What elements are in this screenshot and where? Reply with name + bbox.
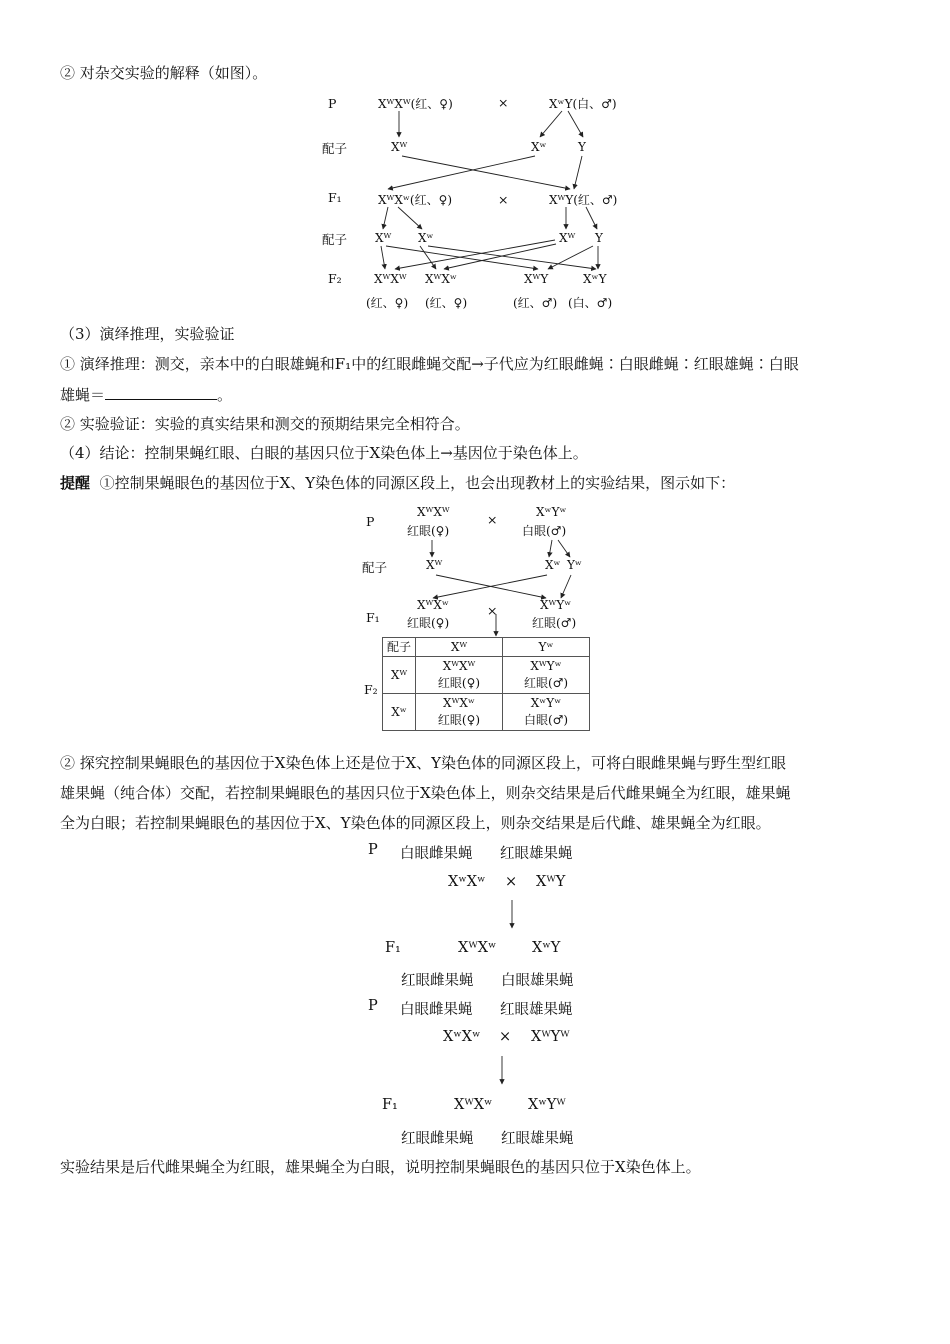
d1-f2-offspring-4: XʷY — [583, 272, 607, 286]
intro-text: ② 对杂交实验的解释（如图）。 — [60, 64, 268, 82]
d2-gamete-label: 配子 — [362, 560, 388, 575]
cross1-p-male: XᵂY — [536, 874, 566, 890]
cross1-f1-female-pheno: 红眼雌果蝇 — [401, 973, 474, 989]
d1-arrow — [383, 207, 388, 229]
punnett-cell — [416, 694, 503, 731]
d1-f2-gamete-1: Xᵂ — [375, 231, 392, 245]
d2-arrow — [558, 540, 570, 557]
cross2-p-male: XᵂYᵂ — [531, 1029, 570, 1045]
cross2-f1-male: XʷYᵂ — [528, 1097, 566, 1113]
cross1-p-male-pheno: 红眼雄果蝇 — [500, 846, 573, 862]
deduce-prefix: 雄蝇＝ — [60, 386, 106, 404]
cross2-p-female: XʷXʷ — [443, 1029, 481, 1045]
punnett-col-2: Yʷ — [503, 638, 590, 657]
cross1-f1-male-pheno: 白眼雄果蝇 — [501, 973, 574, 989]
d2-f2-label: F₂ — [364, 682, 378, 697]
cross1-cross: × — [505, 874, 518, 890]
d1-gamete-label-1: 配子 — [322, 141, 348, 156]
d2-gamete-xw: Xʷ — [545, 558, 561, 572]
para2-line-3: 全为白眼；若控制果蝇眼色的基因位于X、Y染色体的同源区段上，则杂交结果是后代雌、雄果蝇全为红眼。 — [60, 814, 771, 832]
d1-f1-male: XᵂY(红、♂) — [549, 193, 618, 207]
punnett-col-1: Xᵂ — [416, 638, 503, 657]
d1-f2-offspring-3: XᵂY — [524, 272, 549, 286]
cross1-p-female-pheno: 白眼雌果蝇 — [400, 846, 473, 862]
section3-title: （3）演绎推理，实验验证 — [60, 325, 235, 343]
d1-gamete-y: Y — [578, 140, 586, 154]
punnett-cell — [503, 657, 590, 694]
d1-arrow — [568, 111, 583, 137]
cross1-p-female: XʷXʷ — [448, 874, 486, 890]
d1-arrow — [420, 246, 436, 269]
d2-gamete-xW: Xᵂ — [426, 558, 443, 572]
d2-arrow — [549, 540, 552, 557]
d2-p-male-pheno: 白眼(♂) — [522, 524, 567, 538]
cross2-f1-male-pheno: 红眼雄果蝇 — [501, 1131, 574, 1147]
d1-cross-2: × — [498, 192, 509, 207]
d1-arrow — [398, 207, 422, 229]
d1-cross: × — [498, 95, 509, 110]
d1-f2-pheno-4: (白、♂) — [568, 296, 613, 310]
cross1-f1-female: XᵂXʷ — [458, 940, 497, 956]
d1-p-male: XʷY(白、♂) — [549, 97, 617, 111]
d2-f1-male-pheno: 红眼(♂) — [532, 616, 577, 630]
para2-line-2: 雄果蝇（纯合体）交配，若控制果蝇眼色的基因只位于X染色体上，则杂交结果是后代雌果蝇全为红眼，雄果蝇 — [60, 784, 791, 802]
tip-text: ①控制果蝇眼色的基因位于X、Y染色体的同源区段上，也会出现教材上的实验结果，图示如下： — [99, 474, 736, 492]
para2-line-1: ② 探究控制果蝇眼色的基因位于X染色体上还是位于X、Y染色体的同源区段上，可将白眼雌果蝇与野生型红眼 — [60, 754, 787, 772]
d2-cross-2: × — [487, 603, 498, 618]
cross1-f1-male: XʷY — [532, 940, 561, 956]
d2-f1-male: XᵂYʷ — [540, 598, 572, 612]
d2-f1-female: XᵂXʷ — [417, 598, 449, 612]
punnett-corner: 配子 — [383, 638, 416, 657]
d1-arrow — [574, 156, 582, 189]
punnett-cell — [503, 694, 590, 731]
cross2-p-male-pheno: 红眼雄果蝇 — [500, 1002, 573, 1018]
d2-arrow — [561, 575, 571, 598]
cross1-f1-label: F₁ — [385, 940, 401, 956]
punnett-cell — [416, 657, 503, 694]
d1-f2-offspring-2: XᵂXʷ — [425, 272, 457, 286]
d1-arrow — [388, 156, 535, 189]
cell-phenotype: 红眼(♀) — [437, 713, 481, 727]
cross2-cross: × — [499, 1029, 512, 1045]
d2-p-male: XʷYʷ — [536, 505, 567, 519]
d1-f2-offspring-1: XᵂXᵂ — [374, 272, 407, 286]
d1-f2-gamete-2: Xʷ — [418, 231, 434, 245]
punnett-row-2: Xʷ — [383, 694, 416, 731]
tip-label: 提醒 — [60, 474, 91, 492]
d1-arrow — [395, 240, 555, 269]
cell-phenotype: 红眼(♀) — [437, 676, 481, 690]
d1-arrow — [540, 111, 562, 137]
d1-p-label: P — [328, 96, 337, 111]
d1-arrow — [586, 207, 597, 229]
d2-gamete-yw: Yʷ — [567, 558, 582, 572]
verify-text: ② 实验验证：实验的真实结果和测交的预期结果完全相符合。 — [60, 415, 470, 433]
d1-gamete-xW: Xᵂ — [391, 140, 408, 154]
cross2-p-label: P — [368, 998, 378, 1014]
cell-phenotype: 红眼(♂) — [523, 676, 569, 690]
deduce-line-2 — [60, 384, 232, 405]
d1-arrow — [381, 246, 385, 269]
cross2-p-female-pheno: 白眼雌果蝇 — [400, 1002, 473, 1018]
d2-f1-female-pheno: 红眼(♀) — [407, 616, 450, 630]
d1-p-female: XᵂXᵂ(红、♀) — [378, 97, 453, 111]
d2-f1-label: F₁ — [366, 610, 380, 625]
tip-line — [60, 472, 735, 493]
deduce-line-1: ① 演绎推理：测交，亲本中的白眼雄蝇和F₁中的红眼雌蝇交配→子代应为红眼雌蝇∶白眼雌蝇∶红眼雄蝇∶白眼 — [60, 355, 799, 373]
cross1-p-label: P — [368, 842, 378, 858]
d1-f2-gamete-4: Y — [595, 231, 603, 245]
d2-p-female-pheno: 红眼(♀) — [407, 524, 450, 538]
d1-f2-pheno-1: (红、♀) — [366, 296, 409, 310]
deduce-suffix: 。 — [217, 386, 233, 404]
cell-genotype: XᵂXʷ — [443, 696, 475, 710]
final-text: 实验结果是后代雌果蝇全为红眼，雄果蝇全为白眼，说明控制果蝇眼色的基因只位于X染色体上。 — [60, 1158, 701, 1176]
punnett-row-1: Xᵂ — [383, 657, 416, 694]
d1-f2-label: F₂ — [328, 271, 342, 286]
d2-p-label: P — [366, 514, 375, 529]
d1-f2-gamete-3: Xᵂ — [559, 231, 576, 245]
d1-f1-female: XᵂXʷ(红、♀) — [378, 193, 453, 207]
d2-cross: × — [487, 512, 498, 527]
cell-genotype: XᵂYʷ — [530, 659, 562, 673]
d1-arrow — [402, 156, 570, 189]
d1-gamete-label-2: 配子 — [322, 232, 348, 247]
d1-arrow — [444, 244, 556, 269]
d2-p-female: XᵂXᵂ — [417, 505, 450, 519]
cell-phenotype: 白眼(♂) — [523, 713, 569, 727]
d1-f1-label: F₁ — [328, 190, 342, 205]
conclusion-text: （4）结论：控制果蝇红眼、白眼的基因只位于X染色体上→基因位于染色体上。 — [60, 444, 588, 462]
cross2-f1-female: XᵂXʷ — [454, 1097, 493, 1113]
answer-blank[interactable] — [105, 385, 217, 400]
cell-genotype: XᵂXᵂ — [442, 659, 476, 673]
d1-gamete-xw: Xʷ — [531, 140, 547, 154]
d1-f2-pheno-3: (红、♂) — [513, 296, 558, 310]
d1-f2-pheno-2: (红、♀) — [425, 296, 468, 310]
punnett-square — [382, 637, 590, 731]
cross2-f1-label: F₁ — [382, 1097, 398, 1113]
cell-genotype: XʷYʷ — [530, 696, 562, 710]
cross2-f1-female-pheno: 红眼雌果蝇 — [401, 1131, 474, 1147]
